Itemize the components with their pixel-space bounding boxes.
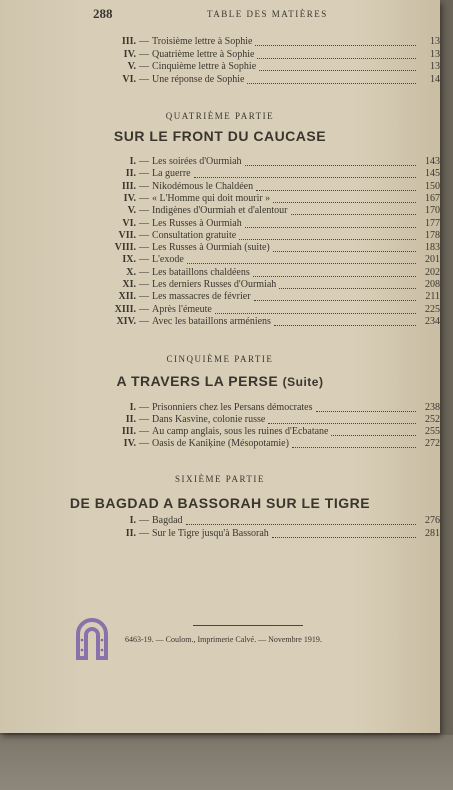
- chapter-page: 276: [425, 515, 440, 526]
- chapter-title: Indigènes d'Ourmiah et d'alentour: [152, 205, 288, 217]
- chapter-title: Les soirées d'Ourmiah: [152, 156, 242, 167]
- toc-entry: [80, 36, 440, 48]
- chapter-title: Prisonniers chez les Persans démocrates: [152, 402, 313, 413]
- dot-leader: [255, 45, 416, 46]
- toc-entry: [80, 528, 440, 540]
- chapter-number: IV.: [123, 438, 136, 449]
- chapter-dash: —: [139, 192, 149, 204]
- chapter-number: III.: [121, 180, 136, 192]
- chapter-number: V.: [127, 205, 136, 217]
- chapter-page: 272: [425, 438, 440, 449]
- chapter-number: IX.: [122, 254, 136, 266]
- chapter-dash: —: [139, 527, 149, 539]
- toc-entry: [80, 156, 440, 168]
- dot-leader: [292, 447, 416, 448]
- toc-entry: [80, 414, 440, 426]
- toc-entry: [80, 61, 440, 73]
- toc-entry: [80, 205, 440, 217]
- chapter-number: X.: [126, 266, 136, 278]
- dot-leader: [247, 83, 416, 84]
- chapter-title: Oasis de Kaniķine (Mésopotamie): [152, 438, 289, 449]
- chapter-page: 150: [425, 180, 440, 192]
- dot-leader: [239, 239, 416, 240]
- horseshoe-stamp-icon: [70, 612, 114, 662]
- chapter-title: L'exode: [152, 254, 184, 266]
- chapter-title: Avec les bataillons arméniens: [152, 315, 271, 327]
- dot-leader: [256, 190, 416, 191]
- dot-leader: [279, 288, 416, 289]
- chapter-title: Les massacres de février: [152, 291, 251, 303]
- chapter-number: XII.: [118, 291, 136, 303]
- chapter-number: VII.: [118, 229, 136, 241]
- chapter-dash: —: [139, 156, 149, 167]
- chapter-page: 13: [430, 48, 440, 60]
- dot-leader: [331, 435, 416, 436]
- chapter-page: 178: [425, 229, 440, 241]
- chapter-title: Bagdad: [152, 515, 183, 526]
- toc-entry: [80, 74, 440, 86]
- toc-entry: [80, 218, 440, 230]
- page-number: 288: [93, 6, 113, 21]
- toc-entry: [80, 426, 440, 438]
- chapter-dash: —: [139, 266, 149, 278]
- toc-entry: [80, 267, 440, 279]
- chapter-title: Dans Kasvine, colonie russe: [152, 414, 266, 425]
- chapter-page: 202: [425, 266, 440, 278]
- chapter-dash: —: [139, 48, 149, 60]
- chapter-page: 238: [425, 402, 440, 413]
- chapter-title: Nikodémous le Chaldéen: [152, 180, 254, 192]
- page-header: [0, 6, 440, 22]
- chapter-page: 143: [425, 156, 440, 167]
- running-title: TABLE DES MATIÈRES: [207, 9, 328, 19]
- chapter-number: I.: [129, 402, 136, 413]
- chapter-title: Sur le Tigre jusqu'à Bassorah: [152, 527, 269, 539]
- chapter-dash: —: [139, 229, 149, 241]
- dot-leader: [245, 227, 416, 228]
- chapter-page: 14: [430, 73, 440, 85]
- dot-leader: [245, 165, 416, 166]
- chapter-dash: —: [139, 414, 149, 425]
- chapter-dash: —: [139, 438, 149, 449]
- chapter-number: IV.: [123, 48, 136, 60]
- chapter-dash: —: [139, 291, 149, 303]
- chapter-number: II.: [125, 168, 136, 180]
- chapter-page: 252: [425, 414, 440, 425]
- chapter-title: Quatrième lettre à Sophie: [152, 48, 255, 60]
- chapter-title: La guerre: [152, 168, 191, 180]
- chapter-title: Après l'émeute: [152, 303, 212, 315]
- imprint-rule: [193, 625, 303, 626]
- chapter-number: XIII.: [114, 303, 136, 315]
- chapter-title: Consultation gratuite: [152, 229, 237, 241]
- chapter-page: 234: [425, 315, 440, 327]
- part5-title-main: A TRAVERS LA PERSE: [116, 373, 279, 389]
- chapter-page: 225: [425, 303, 440, 315]
- chapter-dash: —: [139, 205, 149, 217]
- toc-entry: [80, 279, 440, 291]
- table-surface: [0, 735, 453, 790]
- chapter-title: « L'Homme qui doit mourir »: [152, 192, 271, 204]
- chapter-number: I.: [129, 156, 136, 167]
- chapter-page: 170: [425, 205, 440, 217]
- chapter-title: Les Russes à Ourmiah (suite): [152, 242, 270, 254]
- chapter-number: XIV.: [116, 315, 136, 327]
- chapter-number: VIII.: [114, 242, 136, 254]
- part4-title: SUR LE FRONT DU CAUCASE: [113, 128, 327, 144]
- dot-leader: [254, 300, 416, 301]
- chapter-title: Au camp anglais, sous les ruines d'Ecbatane: [152, 426, 329, 437]
- chapter-page: 201: [425, 254, 440, 266]
- imprint-line: 6463-19. — Coulom., Imprimerie Calvé. — Novembre 1919.: [125, 635, 322, 644]
- chapter-number: II.: [125, 527, 136, 539]
- part4-label: QUATRIÈME PARTIE: [165, 111, 275, 121]
- chapter-dash: —: [139, 426, 149, 437]
- toc-entry: [80, 193, 440, 205]
- part5-label: CINQUIÈME PARTIE: [166, 354, 274, 364]
- part6-title: DE BAGDAD A BASSORAH SUR LE TIGRE: [69, 495, 371, 511]
- chapter-number: IV.: [123, 192, 136, 204]
- chapter-number: V.: [127, 61, 136, 72]
- dot-leader: [194, 177, 416, 178]
- chapter-title: Les bataillons chaldéens: [152, 266, 250, 278]
- chapter-page: 177: [425, 217, 440, 229]
- chapter-dash: —: [139, 515, 149, 526]
- chapter-dash: —: [139, 61, 149, 72]
- chapter-title: Cinquième lettre à Sophie: [152, 61, 257, 72]
- dot-leader: [253, 276, 416, 277]
- chapter-number: XI.: [122, 279, 136, 290]
- chapter-page: 13: [430, 36, 440, 47]
- chapter-page: 208: [425, 279, 440, 290]
- chapter-dash: —: [139, 279, 149, 290]
- chapter-title: Les derniers Russes d'Ourmiah: [152, 279, 277, 290]
- part6-label: SIXIÈME PARTIE: [175, 474, 265, 484]
- toc-entry: [80, 291, 440, 303]
- chapter-dash: —: [139, 73, 149, 85]
- dot-leader: [272, 537, 416, 538]
- chapter-page: 255: [425, 426, 440, 437]
- chapter-page: 211: [425, 291, 440, 303]
- part5-title-suffix: (Suite): [282, 375, 324, 389]
- dot-leader: [257, 58, 416, 59]
- chapter-dash: —: [139, 180, 149, 192]
- dot-leader: [274, 325, 416, 326]
- chapter-dash: —: [139, 303, 149, 315]
- chapter-page: 281: [425, 527, 440, 539]
- dot-leader: [187, 263, 416, 264]
- dot-leader: [273, 202, 416, 203]
- dot-leader: [259, 70, 416, 71]
- toc-entry: [80, 181, 440, 193]
- toc-entry: [80, 254, 440, 266]
- dot-leader: [186, 524, 416, 525]
- chapter-number: II.: [125, 414, 136, 425]
- chapter-page: 183: [425, 242, 440, 254]
- toc-entry: [80, 402, 440, 414]
- toc-entry: [80, 515, 440, 527]
- chapter-dash: —: [139, 36, 149, 47]
- chapter-title: Troisième lettre à Sophie: [152, 36, 253, 47]
- chapter-dash: —: [139, 217, 149, 229]
- dot-leader: [316, 411, 416, 412]
- dot-leader: [291, 214, 416, 215]
- chapter-page: 145: [425, 168, 440, 180]
- chapter-dash: —: [139, 242, 149, 254]
- chapter-number: VI.: [122, 217, 136, 229]
- toc-entry: [80, 242, 440, 254]
- toc-entry: [80, 49, 440, 61]
- chapter-page: 13: [430, 61, 440, 72]
- chapter-number: III.: [121, 36, 136, 47]
- part5-title: [0, 373, 440, 389]
- chapter-title: Les Russes à Ourmiah: [152, 217, 242, 229]
- toc-entry: [80, 230, 440, 242]
- chapter-dash: —: [139, 402, 149, 413]
- chapter-number: VI.: [122, 73, 136, 85]
- chapter-page: 167: [425, 192, 440, 204]
- chapter-number: III.: [121, 426, 136, 437]
- chapter-number: I.: [129, 515, 136, 526]
- dot-leader: [268, 423, 416, 424]
- toc-entry: [80, 438, 440, 450]
- toc-entry: [80, 168, 440, 180]
- toc-entry: [80, 304, 440, 316]
- dot-leader: [215, 313, 416, 314]
- chapter-dash: —: [139, 254, 149, 266]
- chapter-dash: —: [139, 168, 149, 180]
- toc-entry: [80, 316, 440, 328]
- dot-leader: [273, 251, 416, 252]
- chapter-dash: —: [139, 315, 149, 327]
- chapter-title: Une réponse de Sophie: [152, 73, 245, 85]
